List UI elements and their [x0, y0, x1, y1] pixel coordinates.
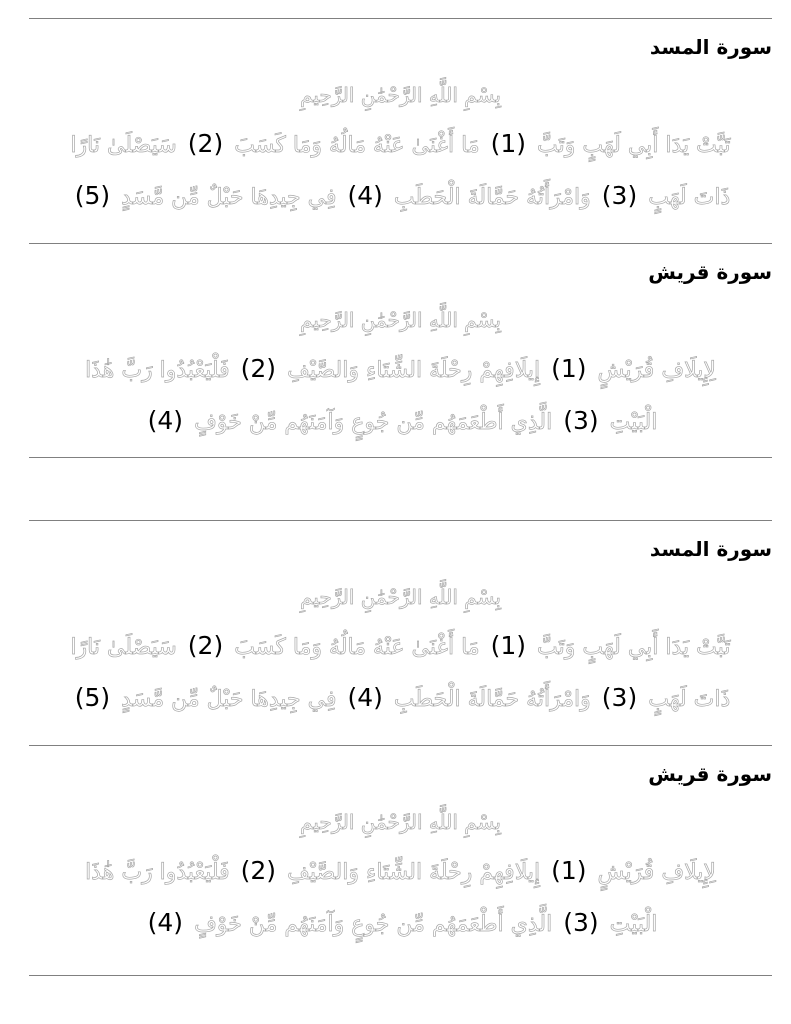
- ayah-tracing-text: فَلْيَعْبُدُوا رَبَّ هَٰذَا: [85, 860, 230, 885]
- ayah-tracing-text: فَلْيَعْبُدُوا رَبَّ هَٰذَا: [85, 358, 230, 383]
- surah-section: [29, 746, 772, 960]
- ayah-tracing-text: ذَاتَ لَهَبٍ: [648, 185, 731, 210]
- ayah-line: [29, 908, 772, 937]
- ayah-number: (1): [490, 631, 527, 660]
- ayah-tracing-text: الْبَيْتِ: [609, 410, 658, 435]
- ayah-line: [29, 129, 772, 158]
- ayah-number: (1): [551, 856, 587, 885]
- surah-section: [29, 244, 772, 458]
- ayah-number: (1): [490, 129, 527, 158]
- ayah-number: (4): [147, 406, 184, 435]
- ayah-tracing-text: تَبَّتْ يَدَا أَبِي لَهَبٍ وَتَبَّ: [537, 133, 731, 158]
- surah-section: [29, 521, 772, 735]
- ayah-line: [29, 683, 772, 712]
- ayah-number: (2): [240, 856, 277, 885]
- ayah-tracing-text: لِإِيلَافِ قُرَيْشٍ: [597, 358, 716, 383]
- ayah-line: [29, 406, 772, 435]
- ayah-tracing-text: لِإِيلَافِ قُرَيْشٍ: [597, 860, 716, 885]
- ayah-number: (5): [74, 181, 111, 210]
- ayah-tracing-text: الَّذِي أَطْعَمَهُم مِّن جُوعٍ وَآمَنَهُم مِّنْ خَوْفٍ: [194, 410, 553, 435]
- ayah-tracing-text: مَا أَغْنَىٰ عَنْهُ مَالُهُ وَمَا كَسَبَ: [234, 635, 480, 660]
- ayah-number: (2): [240, 354, 277, 383]
- ayah-number: (4): [347, 683, 383, 712]
- ayah-line: [29, 181, 772, 210]
- ayah-tracing-text: سَيَصْلَىٰ نَارًا: [70, 133, 177, 158]
- ayah-number: (3): [601, 181, 638, 210]
- ayah-tracing-text: إِيلَافِهِمْ رِحْلَةَ الشِّتَاءِ وَالصَّيْفِ: [287, 860, 541, 885]
- basmala-tracing-text: بِسْمِ اللَّهِ الرَّحْمَٰنِ الرَّحِيمِ: [299, 585, 501, 609]
- ayah-tracing-text: ذَاتَ لَهَبٍ: [648, 687, 731, 712]
- surah-section: [29, 19, 772, 233]
- ayah-tracing-text: الْبَيْتِ: [609, 912, 658, 937]
- ayah-line: [29, 354, 772, 383]
- ayah-tracing-text: تَبَّتْ يَدَا أَبِي لَهَبٍ وَتَبَّ: [537, 635, 731, 660]
- ayah-line: [29, 856, 772, 885]
- ayah-number: (4): [347, 181, 383, 210]
- surah-title: سورة المسد: [649, 35, 772, 59]
- ayah-tracing-text: الَّذِي أَطْعَمَهُم مِّن جُوعٍ وَآمَنَهُم مِّنْ خَوْفٍ: [194, 912, 553, 937]
- ayah-tracing-text: سَيَصْلَىٰ نَارًا: [70, 635, 177, 660]
- surah-title: سورة المسد: [649, 537, 772, 561]
- ayah-tracing-text: مَا أَغْنَىٰ عَنْهُ مَالُهُ وَمَا كَسَبَ: [234, 133, 480, 158]
- ayah-number: (4): [147, 908, 184, 937]
- ayah-tracing-text: وَامْرَأَتُهُ حَمَّالَةَ الْحَطَبِ: [393, 185, 591, 210]
- ayah-number: (2): [187, 129, 224, 158]
- basmala-tracing-text: بِسْمِ اللَّهِ الرَّحْمَٰنِ الرَّحِيمِ: [299, 308, 501, 332]
- ayah-number: (5): [74, 683, 111, 712]
- basmala-tracing-text: بِسْمِ اللَّهِ الرَّحْمَٰنِ الرَّحِيمِ: [299, 810, 501, 834]
- ayah-tracing-text: إِيلَافِهِمْ رِحْلَةَ الشِّتَاءِ وَالصَّيْفِ: [287, 358, 541, 383]
- surah-title: سورة قريش: [648, 260, 772, 284]
- divider-line: [29, 975, 772, 976]
- ayah-line: [29, 631, 772, 660]
- ayah-number: (3): [563, 908, 599, 937]
- ayah-tracing-text: فِي جِيدِهَا حَبْلٌ مِّن مَّسَدٍ: [121, 687, 337, 712]
- ayah-number: (1): [551, 354, 587, 383]
- basmala-tracing-text: بِسْمِ اللَّهِ الرَّحْمَٰنِ الرَّحِيمِ: [299, 83, 501, 107]
- ayah-number: (2): [187, 631, 224, 660]
- ayah-number: (3): [601, 683, 638, 712]
- surah-title: سورة قريش: [648, 762, 772, 786]
- ayah-tracing-text: وَامْرَأَتُهُ حَمَّالَةَ الْحَطَبِ: [393, 687, 591, 712]
- ayah-tracing-text: فِي جِيدِهَا حَبْلٌ مِّن مَّسَدٍ: [121, 185, 337, 210]
- ayah-number: (3): [563, 406, 599, 435]
